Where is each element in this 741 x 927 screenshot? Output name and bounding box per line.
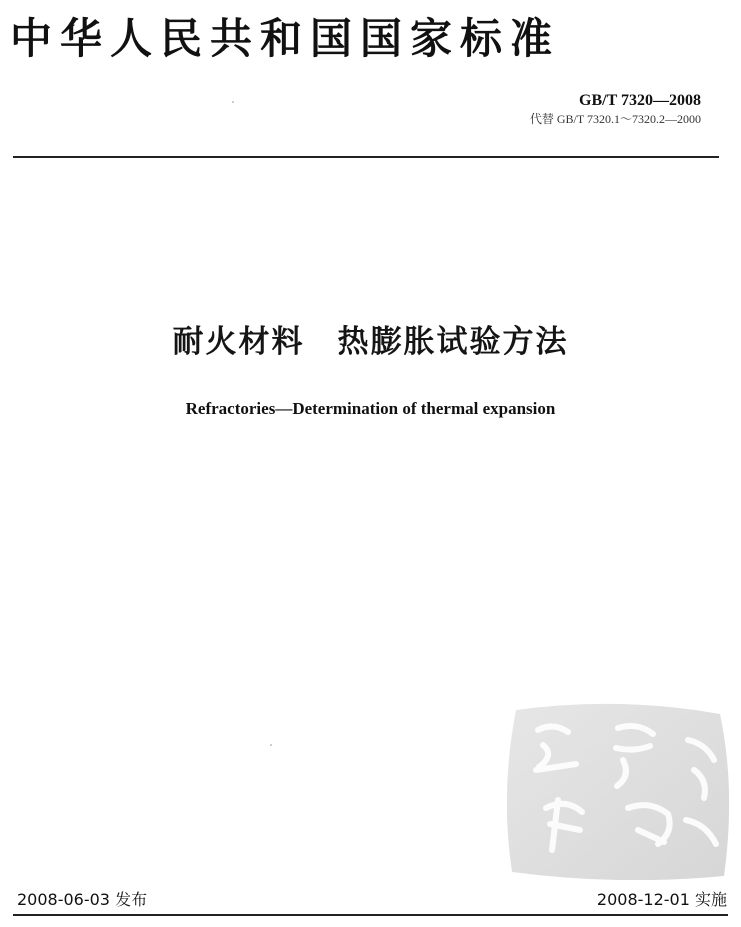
bottom-divider: [13, 914, 728, 916]
top-divider: [13, 156, 719, 158]
document-title-english: Refractories—Determination of thermal expansion: [185, 399, 556, 418]
issue-date: 2008-06-03 发布: [17, 890, 148, 909]
national-standard-heading: 中华人民共和国国家标准: [10, 14, 561, 63]
scan-speck: [270, 744, 272, 746]
seal-watermark: [498, 700, 733, 880]
standard-number: GB/T 7320—2008: [579, 92, 701, 109]
document-title-chinese: 耐火材料 热膨胀试验方法: [172, 324, 569, 360]
replaces-standard: 代替 GB/T 7320.1～7320.2—2000: [529, 112, 701, 126]
effective-date: 2008-12-01 实施: [596, 890, 727, 909]
scan-speck: [232, 101, 234, 103]
